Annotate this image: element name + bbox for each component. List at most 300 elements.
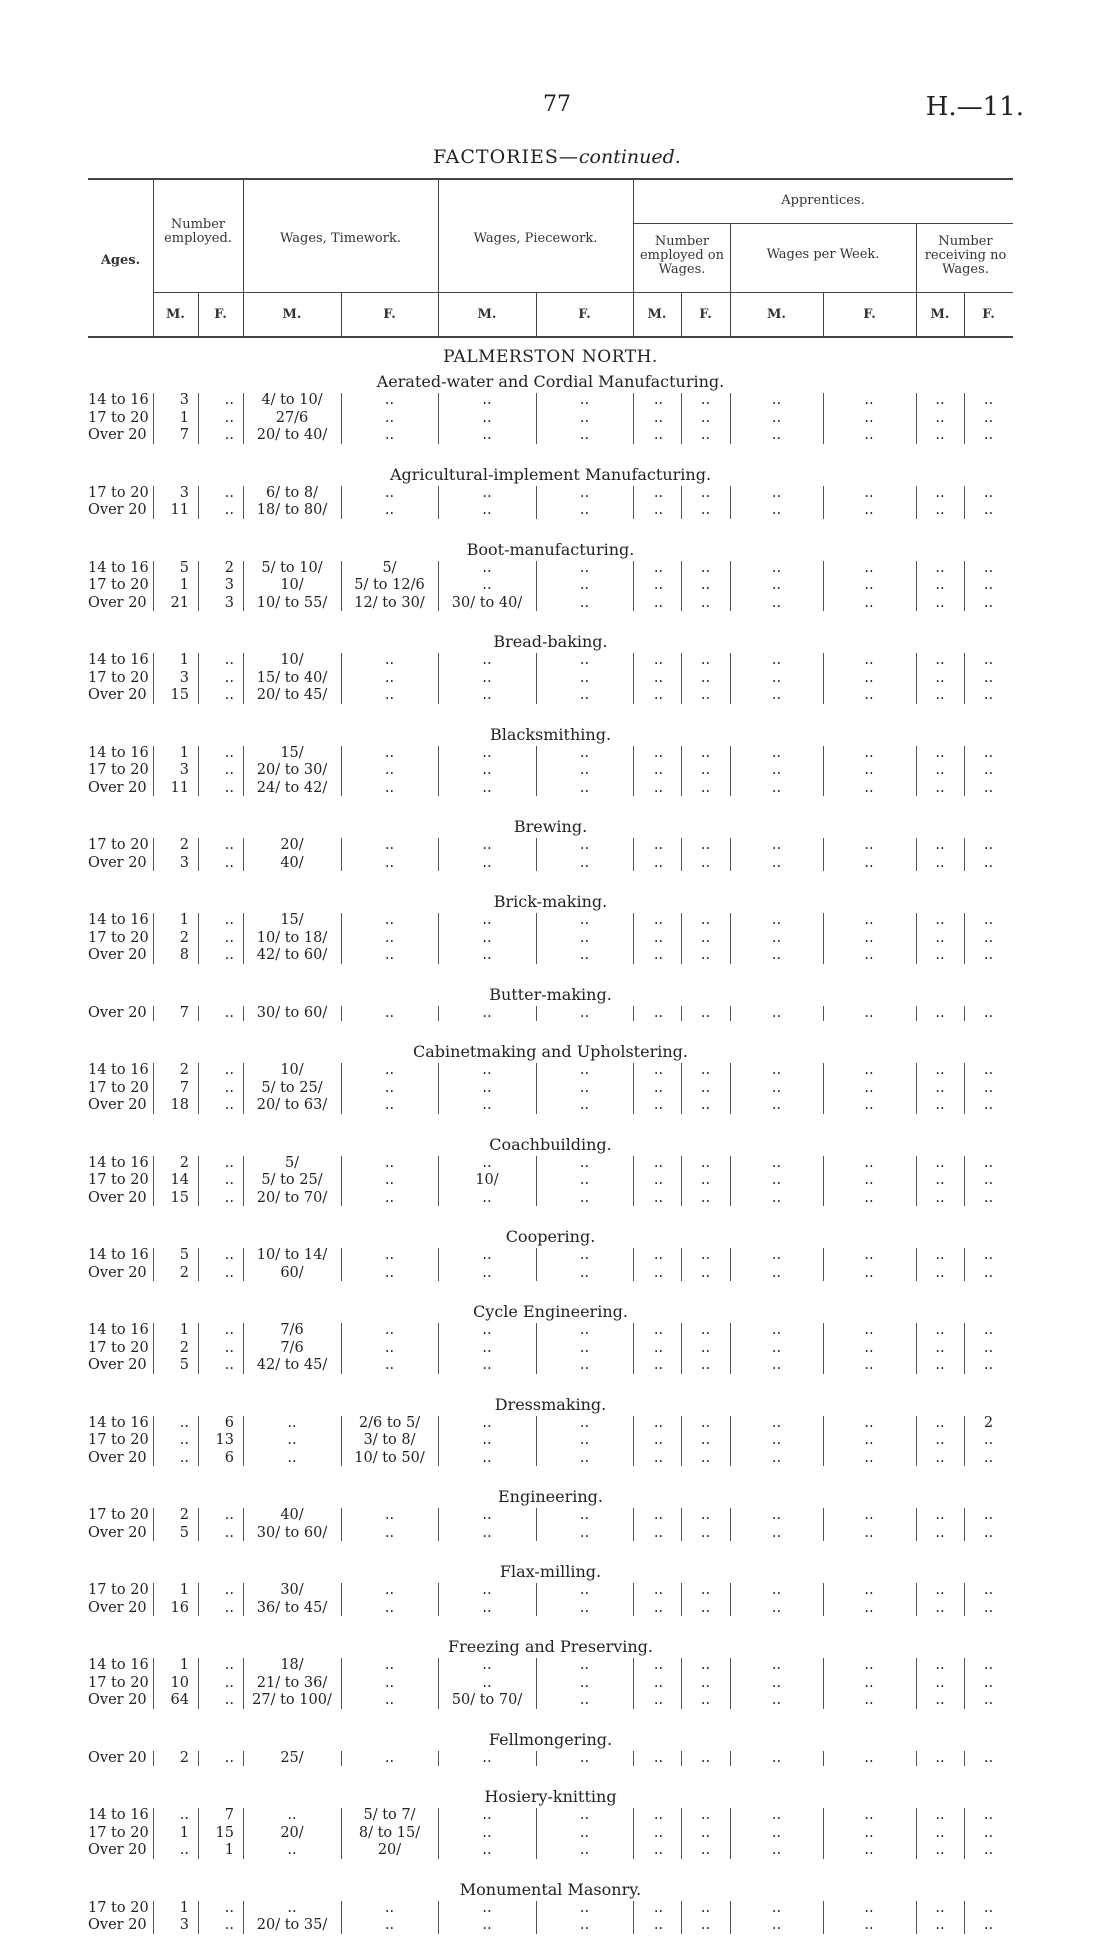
cell-am: .. xyxy=(653,837,664,853)
cell-age: Over 20 xyxy=(88,779,147,796)
column-rule xyxy=(198,1006,199,1022)
cell-pm: .. xyxy=(482,912,492,928)
cell-wf: .. xyxy=(864,1749,874,1766)
cell-pm: .. xyxy=(482,1657,492,1673)
table-row xyxy=(88,837,1013,855)
table-row xyxy=(88,762,1013,780)
cell-tm: 30/ xyxy=(280,1582,304,1598)
cell-tm: .. xyxy=(287,1432,297,1448)
cell-pf: .. xyxy=(579,594,590,611)
cell-wf: .. xyxy=(864,427,874,443)
header-m: M. xyxy=(477,307,497,322)
cell-tf: .. xyxy=(384,1154,395,1171)
cell-tm: 15/ xyxy=(280,744,304,761)
table-row xyxy=(88,745,1013,763)
column-rule xyxy=(730,838,731,871)
cell-pf: .. xyxy=(579,1599,590,1616)
cell-nwf: .. xyxy=(983,1599,994,1616)
column-rule xyxy=(438,1416,439,1467)
column-rule xyxy=(964,1323,965,1374)
cell-f: .. xyxy=(224,1004,234,1021)
cell-wf: .. xyxy=(864,1807,874,1823)
column-rule xyxy=(964,1583,965,1616)
cell-tm: 20/ to 70/ xyxy=(256,1189,328,1206)
header-ages: Ages. xyxy=(100,253,141,268)
category-title: Cabinetmaking and Upholstering. xyxy=(413,1042,688,1061)
column-rule xyxy=(153,1063,154,1114)
column-rule xyxy=(823,1156,824,1207)
cell-age: Over 20 xyxy=(88,1842,147,1858)
column-rule xyxy=(681,1583,682,1616)
column-rule xyxy=(730,1416,731,1467)
cell-af: .. xyxy=(700,502,711,518)
cell-m: 1 xyxy=(179,577,189,593)
cell-tm: 10/ to 55/ xyxy=(256,594,328,611)
cell-wf: .. xyxy=(864,577,874,593)
cell-wf: .. xyxy=(864,762,874,778)
cell-age: 17 to 20 xyxy=(88,1582,149,1598)
cell-pm: .. xyxy=(482,1414,492,1431)
cell-wf: .. xyxy=(864,1524,874,1541)
column-rule xyxy=(633,746,634,797)
cell-nwf: .. xyxy=(983,1807,994,1823)
column-rule xyxy=(681,561,682,612)
cell-pm: .. xyxy=(482,1189,492,1206)
cell-wf: .. xyxy=(864,1507,874,1523)
cell-tf: .. xyxy=(384,1264,395,1281)
cell-tf: .. xyxy=(384,1507,395,1523)
cell-pm: .. xyxy=(482,1599,492,1616)
cell-pf: .. xyxy=(579,1449,590,1466)
cell-wf: .. xyxy=(864,1432,874,1448)
column-rule xyxy=(438,1006,439,1022)
cell-wf: .. xyxy=(864,1657,874,1673)
cell-f: .. xyxy=(224,762,234,778)
column-rule xyxy=(536,1323,537,1374)
column-rule xyxy=(964,486,965,519)
cell-pm: .. xyxy=(482,1247,492,1263)
category-group xyxy=(88,1507,1013,1542)
cell-pf: .. xyxy=(579,762,590,778)
cell-f: .. xyxy=(224,744,234,761)
cell-am: .. xyxy=(653,912,664,928)
cell-af: .. xyxy=(700,1264,711,1281)
cell-age: 14 to 16 xyxy=(88,1414,149,1431)
cell-am: .. xyxy=(653,1004,664,1021)
cell-nwf: .. xyxy=(983,669,994,686)
cell-tm: 60/ xyxy=(280,1264,304,1281)
cell-tf: .. xyxy=(384,1172,395,1188)
column-rule xyxy=(243,561,244,612)
column-rule xyxy=(823,913,824,964)
cell-tm: 30/ to 60/ xyxy=(256,1004,328,1021)
cell-nm: .. xyxy=(935,1582,945,1598)
cell-am: .. xyxy=(653,929,664,946)
column-rule xyxy=(681,1416,682,1467)
table-row xyxy=(88,1675,1013,1693)
cell-wm: .. xyxy=(771,427,782,443)
cell-m: 3 xyxy=(179,854,189,871)
cell-af: .. xyxy=(700,1507,711,1523)
column-rule xyxy=(633,561,634,612)
column-rule xyxy=(681,1156,682,1207)
cell-wm: .. xyxy=(771,1062,782,1078)
cell-tf: .. xyxy=(384,1247,395,1263)
column-rule xyxy=(341,1156,342,1207)
cell-am: .. xyxy=(653,1264,664,1281)
cell-tm: 40/ xyxy=(280,854,304,871)
cell-nwf: .. xyxy=(983,1189,994,1206)
table-row xyxy=(88,1247,1013,1265)
cell-tf: .. xyxy=(384,762,395,778)
column-rule xyxy=(823,1248,824,1281)
cell-wf: .. xyxy=(864,1692,874,1708)
column-rule xyxy=(633,1006,634,1022)
cell-nwf: .. xyxy=(983,1154,994,1171)
cell-af: .. xyxy=(700,1322,711,1338)
cell-age: 14 to 16 xyxy=(88,1154,149,1171)
category-group xyxy=(88,1322,1013,1375)
cell-am: .. xyxy=(653,669,664,686)
cell-wm: .. xyxy=(771,1899,782,1916)
table-row xyxy=(88,652,1013,670)
cell-nwf: .. xyxy=(983,744,994,761)
column-rule xyxy=(198,393,199,444)
column-rule xyxy=(153,1751,154,1767)
cell-pf: .. xyxy=(579,744,590,761)
column-rule xyxy=(536,1508,537,1541)
header-m: M. xyxy=(166,307,185,322)
cell-tm: 20/ to 40/ xyxy=(256,427,328,443)
cell-f: .. xyxy=(224,1674,234,1691)
column-rule xyxy=(243,1808,244,1859)
table-row xyxy=(88,1900,1013,1918)
cell-tm: 10/ xyxy=(280,1062,304,1078)
cell-m: 1 xyxy=(179,1582,189,1598)
column-rule xyxy=(681,1006,682,1022)
table-row xyxy=(88,1357,1013,1375)
column-rule xyxy=(916,838,917,871)
cell-tf: .. xyxy=(384,1004,395,1021)
cell-f: .. xyxy=(224,1582,234,1598)
cell-age: 17 to 20 xyxy=(88,1899,149,1916)
column-rule xyxy=(823,1583,824,1616)
cell-wm: .. xyxy=(771,1599,782,1616)
cell-pf: .. xyxy=(579,947,590,963)
column-rule xyxy=(198,913,199,964)
cell-age: 17 to 20 xyxy=(88,1079,149,1096)
cell-af: .. xyxy=(700,1189,711,1206)
cell-wm: .. xyxy=(771,1432,782,1448)
cell-af: .. xyxy=(700,854,711,871)
cell-m: 1 xyxy=(179,744,189,761)
cell-nwf: .. xyxy=(983,652,994,668)
table-row xyxy=(88,410,1013,428)
cell-wm: .. xyxy=(771,594,782,611)
column-rule xyxy=(341,1658,342,1709)
cell-nm: .. xyxy=(935,484,945,501)
table-row xyxy=(88,1432,1013,1450)
cell-age: Over 20 xyxy=(88,1599,147,1616)
cell-tf: .. xyxy=(384,1692,395,1708)
cell-nm: .. xyxy=(935,1917,945,1933)
column-rule xyxy=(536,561,537,612)
cell-f: 15 xyxy=(215,1824,234,1841)
cell-am: .. xyxy=(653,559,664,576)
cell-age: 14 to 16 xyxy=(88,912,149,928)
category-title: Cycle Engineering. xyxy=(473,1302,628,1321)
category-title: Brewing. xyxy=(513,817,588,836)
cell-wf: .. xyxy=(864,1154,874,1171)
column-rule xyxy=(243,1063,244,1114)
column-rule xyxy=(823,1006,824,1022)
cell-pm: .. xyxy=(482,484,492,501)
column-rule xyxy=(341,838,342,871)
cell-age: 17 to 20 xyxy=(88,1339,149,1356)
column-rule xyxy=(633,1658,634,1709)
cell-nm: .. xyxy=(935,1339,945,1356)
cell-af: .. xyxy=(700,1842,711,1858)
column-rule xyxy=(536,486,537,519)
cell-age: Over 20 xyxy=(88,1357,147,1373)
cell-nwf: .. xyxy=(983,1917,994,1933)
cell-pm: .. xyxy=(482,1357,492,1373)
column-rule xyxy=(964,1006,965,1022)
cell-f: .. xyxy=(224,912,234,928)
cell-nwf: .. xyxy=(983,1449,994,1466)
cell-af: .. xyxy=(700,1524,711,1541)
cell-am: .. xyxy=(653,762,664,778)
cell-nm: .. xyxy=(935,1842,945,1858)
cell-tm: .. xyxy=(287,1807,297,1823)
cell-f: .. xyxy=(224,1357,234,1373)
cell-age: 17 to 20 xyxy=(88,762,149,778)
cell-pf: .. xyxy=(579,484,590,501)
cell-wm: .. xyxy=(771,947,782,963)
cell-tm: 30/ to 60/ xyxy=(256,1524,328,1541)
cell-wf: .. xyxy=(864,1674,874,1691)
cell-wm: .. xyxy=(771,1692,782,1708)
cell-age: 17 to 20 xyxy=(88,484,149,501)
cell-pm: 10/ xyxy=(475,1172,499,1188)
category-title: Bread-baking. xyxy=(493,632,608,651)
cell-wm: .. xyxy=(771,652,782,668)
cell-tm: 42/ to 45/ xyxy=(256,1357,328,1373)
cell-nm: .. xyxy=(935,577,945,593)
cell-af: .. xyxy=(700,929,711,946)
column-rule xyxy=(681,653,682,704)
column-rule xyxy=(153,1583,154,1616)
cell-wm: .. xyxy=(771,779,782,796)
cell-nm: .. xyxy=(935,1599,945,1616)
cell-tm: 10/ xyxy=(280,577,304,593)
column-rule xyxy=(536,393,537,444)
column-rule xyxy=(964,653,965,704)
column-rule xyxy=(243,1156,244,1207)
cell-am: .. xyxy=(653,502,664,518)
cell-tm: 20/ xyxy=(280,837,304,853)
cell-pm: .. xyxy=(482,502,492,518)
column-rule xyxy=(198,486,199,519)
column-rule xyxy=(633,1808,634,1859)
cell-tf: .. xyxy=(384,392,395,408)
cell-nm: .. xyxy=(935,1449,945,1466)
cell-af: .. xyxy=(700,1432,711,1448)
cell-f: .. xyxy=(224,1322,234,1338)
column-rule xyxy=(341,1323,342,1374)
cell-m: 2 xyxy=(179,837,189,853)
column-rule xyxy=(341,746,342,797)
cell-wm: .. xyxy=(771,392,782,408)
column-rule xyxy=(730,1751,731,1767)
category-group xyxy=(88,560,1013,613)
cell-age: Over 20 xyxy=(88,687,147,703)
cell-pm: .. xyxy=(482,1807,492,1823)
cell-pf: .. xyxy=(579,1507,590,1523)
cell-nm: .. xyxy=(935,1807,945,1823)
cell-f: .. xyxy=(224,392,234,408)
category-group xyxy=(88,1900,1013,1935)
cell-f: .. xyxy=(224,687,234,703)
cell-nwf: 2 xyxy=(983,1414,994,1431)
column-rule xyxy=(438,1901,439,1934)
column-rule xyxy=(823,1416,824,1467)
cell-nwf: .. xyxy=(983,929,994,946)
column-rule xyxy=(823,1901,824,1934)
header-f: F. xyxy=(578,307,591,322)
header-m: M. xyxy=(930,307,950,322)
cell-tm: 7/6 xyxy=(280,1322,304,1338)
column-rule xyxy=(964,1248,965,1281)
column-rule xyxy=(823,746,824,797)
cell-age: Over 20 xyxy=(88,1189,147,1206)
column-rule xyxy=(916,1583,917,1616)
column-rule xyxy=(681,486,682,519)
cell-f: .. xyxy=(224,1189,234,1206)
column-rule xyxy=(681,1508,682,1541)
cell-af: .. xyxy=(700,669,711,686)
cell-af: .. xyxy=(700,762,711,778)
column-rule xyxy=(198,653,199,704)
cell-wf: .. xyxy=(864,779,874,796)
column-rule xyxy=(341,1248,342,1281)
column-rule xyxy=(633,913,634,964)
cell-pm: .. xyxy=(482,779,492,796)
column-rule xyxy=(243,1751,244,1767)
column-rule xyxy=(730,1508,731,1541)
cell-am: .. xyxy=(653,1339,664,1356)
cell-tf: .. xyxy=(384,1322,395,1338)
cell-pf: .. xyxy=(579,1247,590,1263)
cell-af: .. xyxy=(700,559,711,576)
cell-wf: .. xyxy=(864,1247,874,1263)
column-rule xyxy=(823,1323,824,1374)
column-rule xyxy=(964,561,965,612)
cell-af: .. xyxy=(700,1357,711,1373)
table-row xyxy=(88,1917,1013,1935)
column-rule xyxy=(633,1901,634,1934)
column-rule xyxy=(153,1808,154,1859)
column-rule xyxy=(153,393,154,444)
column-rule xyxy=(536,838,537,871)
cell-m: 14 xyxy=(170,1172,189,1188)
cell-f: .. xyxy=(224,1917,234,1933)
table-row xyxy=(88,1657,1013,1675)
cell-age: 17 to 20 xyxy=(88,1824,149,1841)
cell-wf: .. xyxy=(864,687,874,703)
cell-nm: .. xyxy=(935,1432,945,1448)
cell-m: 21 xyxy=(170,594,189,611)
cell-f: 3 xyxy=(224,594,234,611)
cell-nwf: .. xyxy=(983,912,994,928)
column-rule xyxy=(633,486,634,519)
cell-nm: .. xyxy=(935,502,945,518)
column-rule xyxy=(681,746,682,797)
cell-wf: .. xyxy=(864,1842,874,1858)
category-group xyxy=(88,652,1013,705)
cell-wf: .. xyxy=(864,502,874,518)
table-body xyxy=(88,346,1013,1955)
cell-am: .. xyxy=(653,1097,664,1113)
cell-tf: .. xyxy=(384,912,395,928)
column-rule xyxy=(730,1658,731,1709)
cell-wf: .. xyxy=(864,1917,874,1933)
cell-wf: .. xyxy=(864,1449,874,1466)
cell-af: .. xyxy=(700,1674,711,1691)
column-rule xyxy=(438,913,439,964)
cell-pf: .. xyxy=(579,1339,590,1356)
column-rule xyxy=(341,1416,342,1467)
column-rule xyxy=(916,1901,917,1934)
category-group xyxy=(88,1247,1013,1282)
cell-pm: .. xyxy=(482,1097,492,1113)
cell-wf: .. xyxy=(864,594,874,611)
cell-pm: .. xyxy=(482,1749,492,1766)
column-rule xyxy=(153,1323,154,1374)
cell-af: .. xyxy=(700,484,711,501)
cell-wm: .. xyxy=(771,854,782,871)
cell-af: .. xyxy=(700,652,711,668)
cell-nm: .. xyxy=(935,1247,945,1263)
cell-m: 8 xyxy=(179,947,189,963)
cell-f: 2 xyxy=(224,559,234,576)
cell-age: 17 to 20 xyxy=(88,1507,149,1523)
cell-wm: .. xyxy=(771,1917,782,1933)
table-row xyxy=(88,1097,1013,1115)
cell-f: .. xyxy=(224,1154,234,1171)
column-rule xyxy=(438,1808,439,1859)
cell-pf: .. xyxy=(579,1807,590,1823)
cell-wm: .. xyxy=(771,409,782,426)
cell-nwf: .. xyxy=(983,1004,994,1021)
city-heading: PALMERSTON NORTH. xyxy=(443,347,658,367)
cell-pm: .. xyxy=(482,947,492,963)
category-title: Monumental Masonry. xyxy=(459,1879,642,1899)
cell-wf: .. xyxy=(864,854,874,871)
column-rule xyxy=(964,1808,965,1859)
column-rule xyxy=(681,1658,682,1709)
cell-pm: 50/ to 70/ xyxy=(451,1692,523,1708)
cell-m: 2 xyxy=(179,1062,189,1078)
cell-wm: .. xyxy=(771,1824,782,1841)
column-rule xyxy=(438,653,439,704)
cell-nm: .. xyxy=(935,929,945,946)
column-rule xyxy=(243,1508,244,1541)
header-f: F. xyxy=(982,307,995,322)
table-row xyxy=(88,1080,1013,1098)
cell-nm: .. xyxy=(935,1079,945,1096)
column-rule xyxy=(964,913,965,964)
